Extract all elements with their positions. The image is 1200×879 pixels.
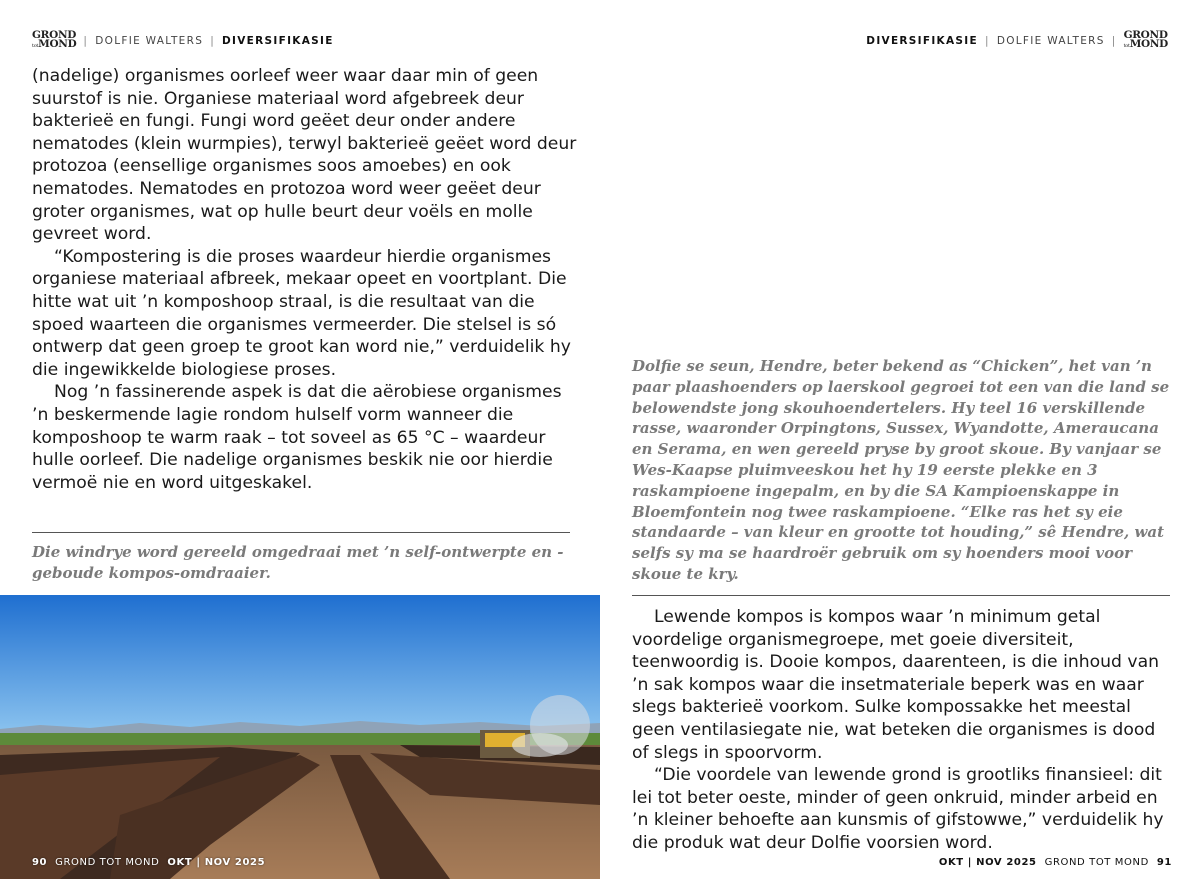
compost-windrows-photo	[0, 595, 600, 879]
magazine-logo: GROND totMOND	[32, 29, 77, 50]
left-body-text	[32, 65, 580, 494]
magazine-logo: GROND totMOND	[1123, 29, 1168, 50]
body-paragraph: (nadelige) organismes oorleef weer waar daar min of geen suurstof is nie. Organiese materiaal word afgebreek deur bakterieë en fungi. Fungi word geëet deur onder andere nematodes (klein wurmpies), terwyl bakterieë geëet word deur protozoa (eensellige organismes soos amoebes) en ook nematodes. Nematodes en protozoa word weer geëet deur groter organismes, wat op hulle beurt deur voëls en molle gevreet word.	[32, 66, 577, 245]
body-paragraph: “Kompostering is die proses waardeur hierdie organismes organiese materiaal afbreek, mekaar opeet en voortplant. Die hitte wat uit ’n komposhoop straal, is die resultaat van die spoed waarteen die organismes vermeerder. Die stelsel is só ontwerp dat geen groep te groot kan word nie,” verduidelik hy die ingewikkelde biologiese proses.	[32, 246, 571, 380]
folio-right	[939, 857, 1172, 868]
header-section: DIVERSIFIKASIE	[222, 35, 334, 47]
body-paragraph: “Die voordele van lewende grond is grootliks finansieel: dit lei tot beter oeste, minder of geen onkruid, minder arbeid en ’n kleiner behoefte aan kunsmis of gifstowwe,” verduidelik hy die produk wat deur Dolfie voorsien word.	[632, 765, 1164, 853]
right-page	[600, 0, 1200, 879]
header-separator: |	[83, 35, 89, 47]
folio-magazine: GROND TOT MOND	[1044, 857, 1149, 868]
right-body-text	[632, 606, 1172, 855]
folio-magazine: GROND TOT MOND	[55, 857, 160, 868]
photo-caption-compost: Die windrye word gereeld omgedraai met ’n self-ontwerpte en -geboude kompos-omdraaier.	[32, 543, 564, 582]
folio-left	[32, 857, 265, 868]
header-separator: |	[984, 35, 990, 47]
compost-windrows-illustration	[0, 595, 600, 879]
header-author: DOLFIE WALTERS	[95, 35, 204, 47]
folio-issue: OKT | NOV 2025	[167, 857, 266, 868]
header-section: DIVERSIFIKASIE	[866, 35, 978, 47]
header-separator: |	[1111, 35, 1117, 47]
header-author: DOLFIE WALTERS	[996, 35, 1105, 47]
page-number: 90	[32, 857, 48, 868]
folio-issue: OKT | NOV 2025	[938, 857, 1037, 868]
page-number: 91	[1156, 857, 1172, 868]
header-separator: |	[210, 35, 216, 47]
caption-rule	[32, 532, 570, 533]
photo-caption-hendre: Dolfie se seun, Hendre, beter bekend as “Chicken”, het van ’n paar plaashoenders op laerskool gegroei tot een van die land se belowendste jong skouhoendertelers. Hy teel 16 verskillende rasse, waaronder Orpingtons, Sussex, Wyandotte, Ameraucana en Serama, en wen gereeld pryse by groot skoue. By vanjaar se Wes-Kaapse pluimveeskou het hy 19 eerste plekke en 3 raskampioene ingepalm, en by die SA Kampioenskappe in Bloemfontein nog twee raskampioene. “Elke ras het sy eie standaarde – van kleur en grootte tot houding,” sê Hendre, wat selfs sy ma se haardroër gebruik om sy hoenders mooi voor skoue te kry.	[632, 357, 1170, 583]
running-header-left	[32, 31, 334, 51]
body-paragraph: Nog ’n fassinerende aspek is dat die aërobiese organismes ’n beskermende lagie rondom hulself vorm wanneer die komposhoop te warm raak – tot soveel as 65 °C – waardeur hulle oorleef. Die nadelige organismes beskik nie oor hierdie vermoë nie en word uitgeskakel.	[32, 382, 562, 493]
body-paragraph: Lewende kompos is kompos waar ’n minimum getal voordelige organismegroepe, met goeie diversiteit, teenwoordig is. Dooie kompos, daarenteen, is die inhoud van ’n sak kompos waar die insetmateriale beperk was en waar slegs bakterieë voorkom. Sulke kompossakke het meestal geen ventilasiegate nie, wat beteken die organismes is dood of slegs in spoorvorm.	[632, 607, 1160, 763]
caption-rule	[632, 595, 1170, 596]
running-header-right	[866, 31, 1168, 51]
